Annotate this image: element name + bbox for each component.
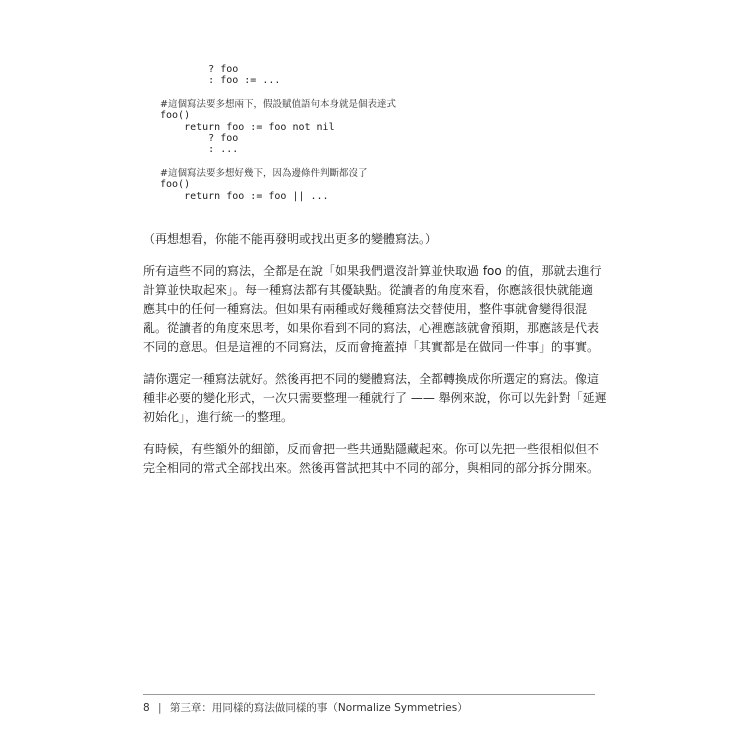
text-line: 請你選定一種寫法就好。然後再把不同的變體寫法，全都轉換成你所選定的寫法。像這 <box>143 372 600 386</box>
body-text <box>143 230 607 491</box>
code-line: foo() <box>160 110 191 122</box>
text-line: 完全相同的常式全部找出來。然後再嘗試把其中不同的部分，與相同的部分拆分開來。 <box>143 461 600 475</box>
code-line: ? foo <box>160 132 239 144</box>
chapter-title: 第三章：用同樣的寫法做同樣的事（Normalize Symmetries） <box>169 702 468 714</box>
footer-separator: | <box>158 702 162 714</box>
text-line: 所有這些不同的寫法，全都是在說「如果我們還沒計算並快取過 foo 的值，那就去進行 <box>143 264 602 278</box>
code-line: ? foo <box>160 64 239 75</box>
text-line: （再想想看，你能不能再發明或找出更多的變體寫法。） <box>143 232 438 246</box>
code-blank-line <box>160 156 610 168</box>
paragraph <box>143 370 607 427</box>
text-line: 不同的意思。但是這裡的不同寫法，反而會掩蓋掉「其實都是在做同一件事」的事實。 <box>143 340 600 354</box>
text-line: 應其中的任何一種寫法。但如果有兩種或好幾種寫法交替使用，整件事就會變得很混 <box>143 302 588 316</box>
page-footer <box>143 700 468 715</box>
code-line: return foo := foo || ... <box>160 190 329 202</box>
code-blank-line <box>160 87 610 99</box>
code-line: : ... <box>160 144 239 156</box>
code-line: foo() <box>160 179 191 191</box>
code-line: return foo := foo not nil <box>160 121 335 133</box>
text-line: 初始化」，進行統一的整理。 <box>143 410 294 424</box>
code-listing <box>160 64 610 202</box>
footer-divider <box>143 694 595 695</box>
code-comment: #這個寫法要多想好幾下，因為邊條件判斷都沒了 <box>160 167 368 179</box>
paragraph <box>143 262 603 357</box>
code-comment: #這個寫法要多想兩下，假設賦值語句本身就是個表達式 <box>160 98 396 110</box>
page-number: 8 <box>143 702 150 714</box>
text-line: 有時候，有些額外的細節，反而會把一些共通點隱藏起來。你可以先把一些很相似但不 <box>143 442 600 456</box>
text-line: 計算並快取起來」。每一種寫法都有其優缺點。從讀者的角度來看，你應該很快就能適 <box>143 283 594 297</box>
text-line: 亂。從讀者的角度來思考，如果你看到不同的寫法，心裡應該就會預期，那應該是代表 <box>143 321 600 335</box>
text-line: 種非必要的變化形式，一次只需要整理一種就行了 —— 舉例來說，你可以先針對「延遲 <box>143 391 607 405</box>
paragraph <box>143 230 603 249</box>
code-line: : foo := ... <box>160 75 281 87</box>
paragraph <box>143 440 603 478</box>
